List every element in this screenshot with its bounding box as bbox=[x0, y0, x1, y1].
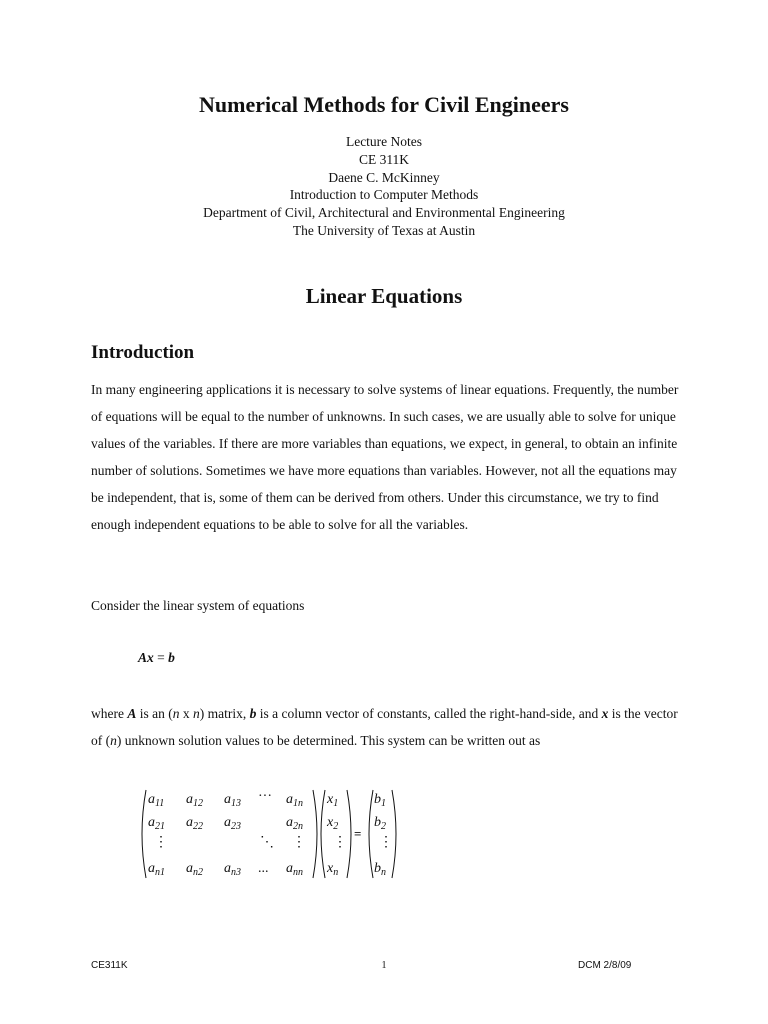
matrix-vdots: ⋮ bbox=[292, 835, 306, 850]
def-n-3: n bbox=[110, 733, 117, 748]
vector-x-right-paren bbox=[347, 790, 351, 878]
vector-x-cell: $x_n$ bbox=[327, 861, 339, 878]
matrix-cell: $a_{nn}$ bbox=[286, 861, 303, 878]
vector-b-cell: $b_1$ bbox=[374, 792, 386, 809]
vector-x-vdots: ⋮ bbox=[333, 835, 347, 850]
matrix-ddots: ⋱ bbox=[260, 835, 274, 850]
header-line-department: Department of Civil, Architectural and Environmental Engineering bbox=[203, 205, 565, 221]
equation-rhs: b bbox=[168, 650, 175, 665]
vector-b-vdots: ⋮ bbox=[379, 835, 393, 850]
matrix-cell: $a_{n3}$ bbox=[224, 861, 241, 878]
def-text-2: is an ( bbox=[136, 706, 173, 721]
vector-b-cell: $b_2$ bbox=[374, 815, 386, 832]
matrix-a-right-paren bbox=[313, 790, 317, 878]
header-line-course: CE 311K bbox=[358, 151, 410, 167]
vector-x-left-paren bbox=[321, 790, 325, 878]
matrix-cell: $a_{n2}$ bbox=[186, 861, 203, 878]
vector-b-right-paren bbox=[392, 790, 396, 878]
matrix-a-left-paren bbox=[142, 790, 146, 878]
def-matrix-a: A bbox=[127, 706, 137, 721]
introduction-heading: Introduction bbox=[91, 342, 195, 363]
matrix-cell: $a_{12}$ bbox=[186, 792, 203, 809]
matrix-equation-figure bbox=[138, 786, 408, 882]
header-line-university: The University of Texas at Austin bbox=[292, 222, 476, 238]
matrix-equals-sign: = bbox=[354, 826, 362, 841]
def-text-4: ) matrix, bbox=[199, 706, 250, 721]
footer-course-code: CE311K bbox=[91, 960, 128, 971]
def-text-3: x bbox=[179, 706, 193, 721]
vector-x-cell: $x_1$ bbox=[327, 792, 339, 809]
vector-x-cell: $x_2$ bbox=[327, 815, 339, 832]
page-title: Numerical Methods for Civil Engineers bbox=[199, 92, 569, 117]
header-block bbox=[0, 133, 768, 240]
equation-ax-b bbox=[138, 650, 175, 666]
def-text-1: where bbox=[91, 706, 128, 721]
def-vector-b: b bbox=[249, 706, 257, 721]
matrix-cell: $a_{11}$ bbox=[148, 792, 165, 809]
section-title: Linear Equations bbox=[305, 284, 463, 308]
matrix-cell: $a_{2n}$ bbox=[286, 815, 303, 832]
vector-b-cell: $b_n$ bbox=[374, 861, 386, 878]
matrix-cell: $a_{23}$ bbox=[224, 815, 241, 832]
footer-page-number: 1 bbox=[381, 960, 387, 971]
def-text-7: ) unknown solution values to be determined. This system can be written out as bbox=[116, 733, 541, 748]
header-line-subject: Introduction to Computer Methods bbox=[289, 187, 479, 203]
def-n-2: n bbox=[193, 706, 200, 721]
matrix-cell: ... bbox=[258, 861, 269, 876]
matrix-cell: $a_{n1}$ bbox=[148, 861, 165, 878]
matrix-equation bbox=[138, 786, 408, 882]
def-text-5: is a column vector of constants, called the right-hand-side, and bbox=[256, 706, 602, 721]
header-line-author: Daene C. McKinney bbox=[328, 169, 440, 185]
intro-paragraph: In many engineering applications it is necessary to solve systems of linear equations. Frequently, the number of equations will be equal to the number of unknowns. In such cases, we are usually able to solve for unique values of the variables. If there are more variables than equations, we expect, in general, to obtain an infinite number of solutions. Sometimes we have more equations than variables. However, not all the equations may be independent, that is, some of them can be derived from others. Under this circumstance, we try to find enough independent equations to be able to solve for all the variables. bbox=[91, 382, 679, 532]
footer-date: DCM 2/8/09 bbox=[578, 960, 632, 971]
matrix-vdots: ⋮ bbox=[154, 835, 168, 850]
matrix-cell: $a_{1n}$ bbox=[286, 792, 303, 809]
consider-paragraph: Consider the linear system of equations bbox=[91, 598, 305, 613]
matrix-cell: $a_{22}$ bbox=[186, 815, 203, 832]
def-vector-x: x bbox=[601, 706, 609, 721]
vector-b-left-paren bbox=[369, 790, 373, 878]
equation-sign: = bbox=[157, 650, 165, 665]
def-n-1: n bbox=[172, 706, 180, 721]
matrix-cell: ··· bbox=[258, 789, 272, 804]
matrix-cell: $a_{13}$ bbox=[224, 792, 241, 809]
matrix-cell: $a_{21}$ bbox=[148, 815, 165, 832]
equation-lhs: Ax bbox=[138, 650, 154, 665]
def-text-6: is the vector of ( bbox=[91, 706, 678, 748]
header-line-lecture-notes: Lecture Notes bbox=[345, 134, 423, 149]
definition-paragraph bbox=[91, 700, 691, 754]
